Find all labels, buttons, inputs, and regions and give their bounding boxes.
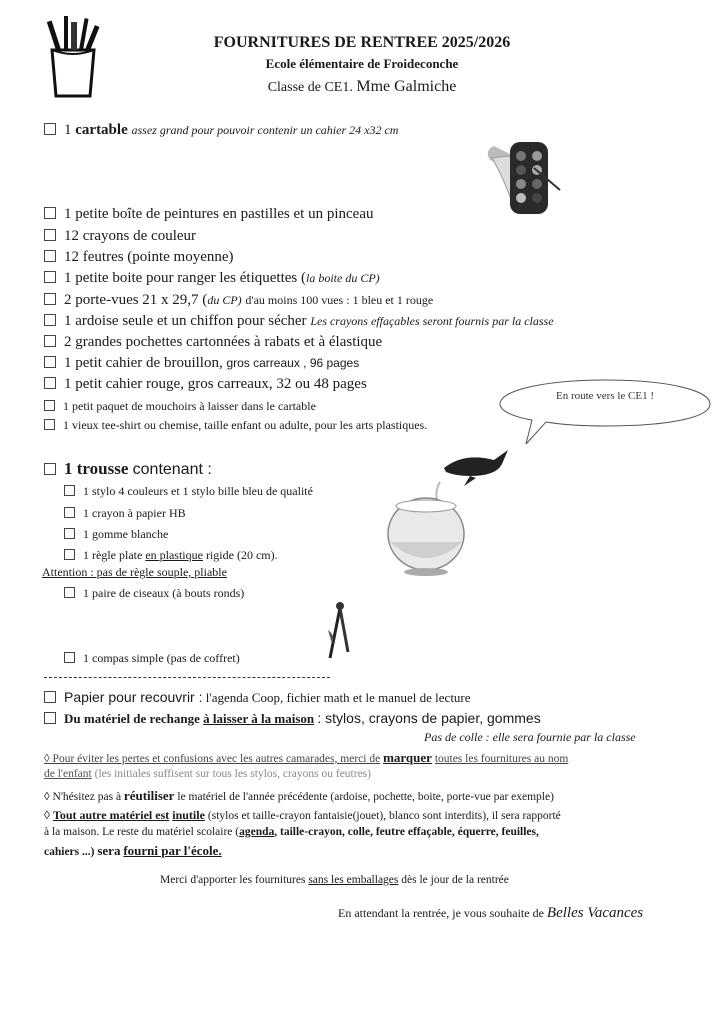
- item-porte-vues: [44, 292, 433, 309]
- cartable-note: assez grand pour pouvoir contenir un cahier 24 x32 cm: [131, 123, 399, 137]
- item-cahier-rouge: [44, 376, 367, 393]
- trousse-item-regle: [64, 548, 278, 563]
- note-marquer-line1: [44, 750, 568, 766]
- item-label: 1 petit cahier rouge, gros carreaux, 32 ou 48 pages: [64, 376, 367, 392]
- cartable-qty: 1: [64, 122, 72, 138]
- trousse-subtitle: contenant :: [132, 461, 212, 478]
- item-etiquettes: [44, 270, 380, 287]
- item-label: 1 paire de ciseaux (à bouts ronds): [83, 586, 245, 600]
- item-emphasis: à laisser à la maison: [203, 711, 315, 726]
- note-detail: (les initiales suffisent sur tous les stylos, crayons ou feutres): [94, 768, 371, 780]
- compass-image: [324, 600, 354, 664]
- trousse-title: 1 trousse: [64, 459, 129, 478]
- checkbox[interactable]: [44, 123, 56, 135]
- item-label: 1 règle plate: [83, 548, 143, 562]
- item-note: la boite du CP): [306, 271, 380, 285]
- item-peintures: [44, 206, 374, 223]
- item-papier: [44, 689, 471, 706]
- speech-bubble-text: En route vers le CE1 !: [555, 390, 655, 402]
- note-text: cahiers ...): [44, 846, 95, 858]
- checkbox[interactable]: [44, 207, 56, 219]
- item-label: 1 petit cahier de brouillon,: [64, 355, 223, 371]
- item-label: 1 petite boite pour ranger les étiquettes (: [64, 270, 306, 286]
- class-prefix: Classe de: [267, 80, 321, 95]
- footer-vacances: [338, 905, 643, 922]
- footer-text: Merci d'apporter les fournitures: [160, 874, 306, 886]
- note-text: de l'enfant: [44, 768, 92, 780]
- footer-merci: [160, 874, 509, 886]
- item-crayons: [44, 228, 196, 245]
- divider: [44, 677, 330, 678]
- trousse-heading: [44, 459, 212, 479]
- checkbox[interactable]: [44, 377, 56, 389]
- note-text: ◊ Pour éviter les pertes et confusions avec les autres camarades, merci de: [44, 753, 381, 765]
- item-label: 2 porte-vues 21 x 29,7 (: [64, 292, 208, 308]
- checkbox[interactable]: [44, 400, 55, 411]
- item-brouillon: [44, 355, 359, 372]
- teacher-name: Mme Galmiche: [356, 78, 457, 95]
- trousse-item-ciseaux: [64, 586, 244, 601]
- item-label: 1 compas simple (pas de coffret): [83, 651, 240, 665]
- footer-text: dès le jour de la rentrée: [401, 874, 509, 886]
- note-inutile-line3: [44, 843, 222, 859]
- item-label: 1 crayon à papier HB: [83, 506, 186, 520]
- checkbox[interactable]: [44, 691, 56, 703]
- note-inutile-line2: [44, 826, 539, 838]
- checkbox[interactable]: [44, 314, 56, 326]
- note-emphasis: inutile: [172, 808, 205, 822]
- note-reutiliser: [44, 788, 554, 804]
- cartable-label: cartable: [75, 122, 128, 138]
- paint-box-image: [484, 138, 564, 220]
- checkbox[interactable]: [64, 549, 75, 560]
- note-text: le matériel de l'année précédente (ardoise, pochette, boite, porte-vue par exemple): [177, 791, 554, 803]
- fish-bowl-image: [384, 446, 514, 580]
- checkbox[interactable]: [44, 335, 56, 347]
- item-label: 1 vieux tee-shirt ou chemise, taille enfant ou adulte, pour les arts plastiques.: [63, 418, 428, 432]
- colle-note: Pas de colle : elle sera fournie par la classe: [424, 730, 636, 744]
- note-text: (stylos et taille-crayon fantaisie(jouet), blanco sont interdits), il sera rapporté: [207, 810, 561, 822]
- note-emphasis: réutiliser: [123, 788, 175, 803]
- checkbox[interactable]: [44, 712, 56, 724]
- footer-emphasis: Belles Vacances: [546, 905, 644, 921]
- trousse-item-crayon-hb: [64, 506, 186, 521]
- item-label: 2 grandes pochettes cartonnées à rabats et à élastique: [64, 334, 383, 350]
- note-text: ◊ N'hésitez pas à: [44, 791, 122, 803]
- checkbox[interactable]: [44, 271, 56, 283]
- checkbox[interactable]: [64, 485, 75, 496]
- note-text: sera: [97, 843, 121, 858]
- item-ardoise: [44, 313, 554, 330]
- item-detail: rigide (20 cm).: [205, 548, 278, 562]
- item-pochettes: [44, 334, 382, 351]
- speech-bubble: [496, 376, 714, 446]
- item-label: 12 feutres (pointe moyenne): [64, 249, 234, 265]
- note-text: ◊: [44, 808, 50, 822]
- checkbox[interactable]: [44, 463, 56, 475]
- item-label: 1 gomme blanche: [83, 527, 169, 541]
- school-name: Ecole élémentaire de Froideconche: [265, 56, 459, 71]
- item-detail: d'au moins 100 vues : 1 bleu et 1 rouge: [245, 293, 434, 307]
- item-tee-shirt: [44, 418, 427, 433]
- item-cartable: [44, 122, 398, 139]
- checkbox[interactable]: [44, 229, 56, 241]
- item-mouchoirs: [44, 399, 316, 414]
- checkbox[interactable]: [64, 652, 75, 663]
- attention-note: Attention : pas de règle souple, pliable: [42, 565, 227, 579]
- trousse-item-stylos: [64, 484, 313, 499]
- item-label: 12 crayons de couleur: [64, 228, 197, 244]
- item-label: 1 petite boîte de peintures en pastilles et un pinceau: [64, 206, 374, 222]
- item-label: 1 petit paquet de mouchoirs à laisser dans le cartable: [63, 399, 316, 413]
- item-label: Du matériel de rechange: [64, 711, 200, 726]
- checkbox[interactable]: [44, 250, 56, 262]
- note-emphasis: Tout autre matériel est: [52, 808, 170, 822]
- note-emphasis: fourni par l'école.: [123, 843, 222, 858]
- checkbox[interactable]: [44, 293, 56, 305]
- note-text: toutes les fournitures au nom: [434, 753, 569, 765]
- item-detail: : stylos, crayons de papier, gommes: [317, 710, 541, 726]
- note-inutile-line1: [44, 808, 561, 823]
- item-detail: gros carreaux , 96 pages: [226, 356, 360, 370]
- item-label: 1 stylo 4 couleurs et 1 stylo bille bleu de qualité: [83, 484, 313, 498]
- note-text: , taille-crayon, colle, feutre effaçable, équerre, feuilles,: [274, 826, 539, 838]
- checkbox[interactable]: [64, 507, 75, 518]
- item-detail: l'agenda Coop, fichier math et le manuel de lecture: [205, 690, 471, 705]
- checkbox[interactable]: [44, 356, 56, 368]
- checkbox[interactable]: [64, 587, 75, 598]
- note-emphasis: agenda: [239, 826, 275, 838]
- item-feutres: [44, 249, 234, 266]
- class-line: [0, 78, 724, 96]
- page-title: FOURNITURES DE RENTREE 2025/2026: [213, 34, 511, 51]
- checkbox[interactable]: [44, 419, 55, 430]
- trousse-item-gomme: [64, 527, 168, 542]
- item-rechange: [44, 710, 541, 727]
- note-emphasis: marquer: [383, 750, 432, 765]
- trousse-item-compas: [64, 651, 240, 666]
- item-label: 1 ardoise seule et un chiffon pour sécher: [64, 313, 307, 329]
- item-note: du CP): [207, 293, 242, 307]
- item-emphasis: en plastique: [145, 548, 203, 562]
- note-marquer-line2: [44, 768, 371, 780]
- footer-text: En attendant la rentrée, je vous souhaite de: [338, 906, 544, 920]
- item-note: Les crayons effaçables seront fournis par la classe: [310, 314, 554, 328]
- item-label: Papier pour recouvrir :: [64, 689, 203, 705]
- checkbox[interactable]: [64, 528, 75, 539]
- class-name: CE1.: [324, 80, 353, 95]
- footer-emphasis: sans les emballages: [308, 874, 399, 886]
- note-text: à la maison. Le reste du matériel scolaire (: [44, 826, 240, 838]
